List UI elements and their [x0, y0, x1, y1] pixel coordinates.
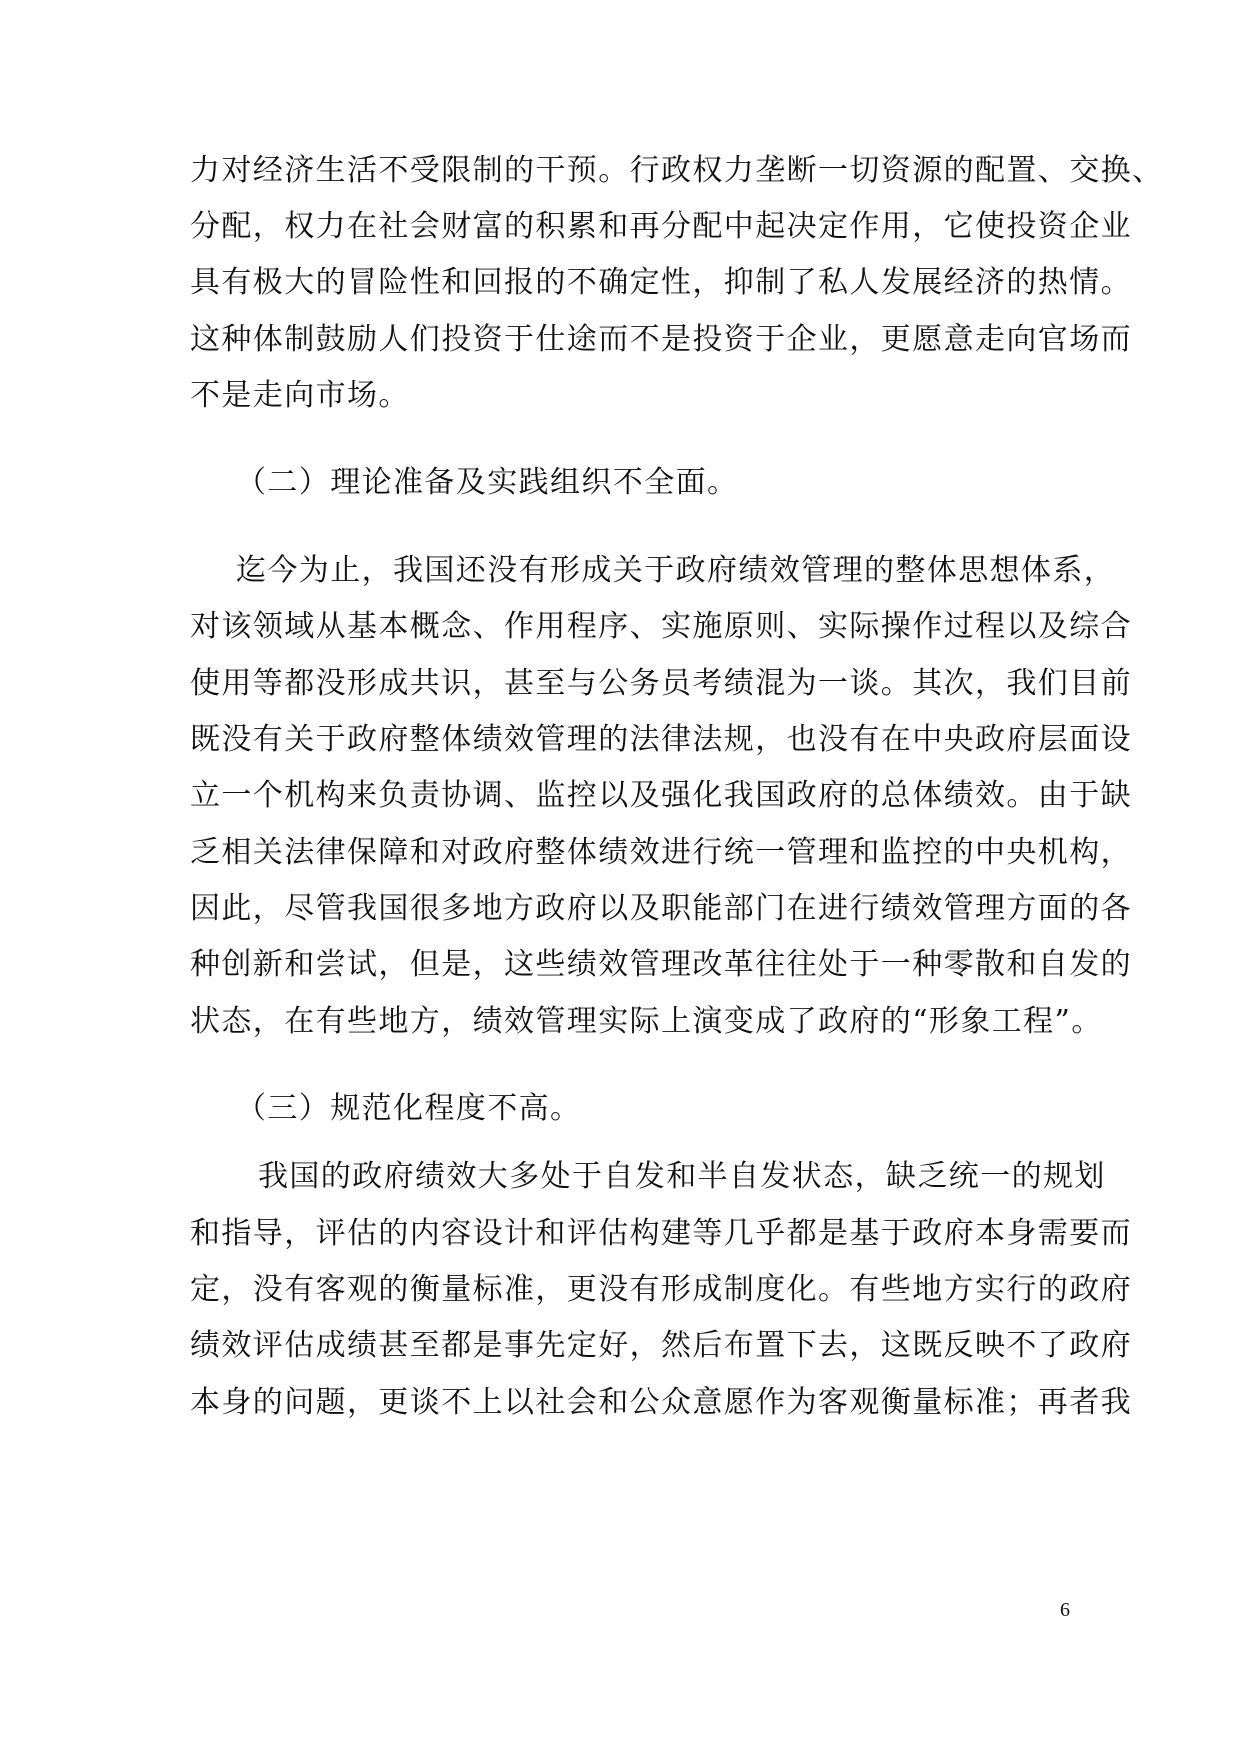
text-line: 因此，尽管我国很多地方政府以及职能部门在进行绩效管理方面的各: [190, 891, 1132, 926]
section-heading: （三）规范化程度不高。: [236, 1091, 582, 1126]
section-heading: （二）理论准备及实践组织不全面。: [236, 465, 739, 500]
page-number: 6: [1060, 1599, 1070, 1621]
text-line: 立一个机构来负责协调、监控以及强化我国政府的总体绩效。由于缺: [190, 778, 1132, 813]
text-line: 不是走向市场。: [190, 378, 410, 413]
text-line: 种创新和尝试，但是，这些绩效管理改革往往处于一种零散和自发的: [190, 947, 1132, 982]
text-line: 本身的问题，更谈不上以社会和公众意愿作为客观衡量标准；再者我: [190, 1385, 1132, 1420]
text-line: 状态，在有些地方，绩效管理实际上演变成了政府的“形象工程”。: [190, 1004, 1103, 1039]
text-line: 力对经济生活不受限制的干预。行政权力垄断一切资源的配置、交换、: [190, 153, 1164, 188]
text-line: 我国的政府绩效大多处于自发和半自发状态，缺乏统一的规划: [258, 1159, 1106, 1194]
text-line: 这种体制鼓励人们投资于仕途而不是投资于企业，更愿意走向官场而: [190, 322, 1132, 357]
text-line: 和指导，评估的内容设计和评估构建等几乎都是基于政府本身需要而: [190, 1216, 1132, 1251]
text-line: 既没有关于政府整体绩效管理的法律法规，也没有在中央政府层面设: [190, 722, 1132, 757]
text-line: 对该领域从基本概念、作用程序、实施原则、实际操作过程以及综合: [190, 609, 1132, 644]
text-line: 乏相关法律保障和对政府整体绩效进行统一管理和监控的中央机构，: [190, 835, 1132, 870]
text-line: 定，没有客观的衡量标准，更没有形成制度化。有些地方实行的政府: [190, 1272, 1132, 1307]
text-line: 使用等都没形成共识，甚至与公务员考绩混为一谈。其次，我们目前: [190, 666, 1132, 701]
text-line: 绩效评估成绩甚至都是事先定好，然后布置下去，这既反映不了政府: [190, 1328, 1132, 1363]
text-line: 分配，权力在社会财富的积累和再分配中起决定作用，它使投资企业: [190, 209, 1132, 244]
text-line: 具有极大的冒险性和回报的不确定性，抑制了私人发展经济的热情。: [190, 265, 1132, 300]
text-line: 迄今为止，我国还没有形成关于政府绩效管理的整体思想体系，: [236, 553, 1116, 588]
